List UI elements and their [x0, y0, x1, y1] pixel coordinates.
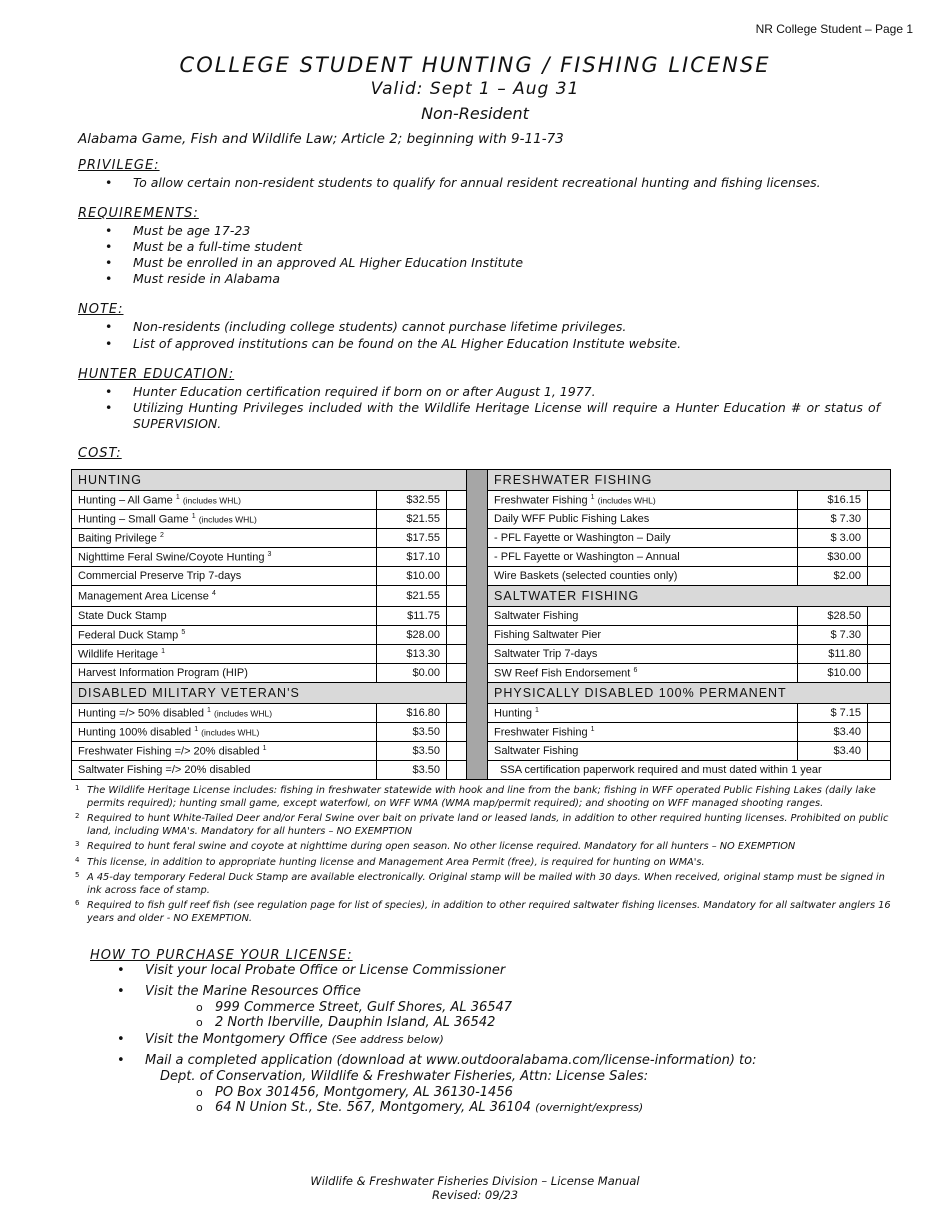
footnote-ref: 1: [590, 493, 595, 501]
empty-cell: [868, 723, 891, 742]
empty-cell: [447, 567, 467, 586]
license-price: $17.55: [377, 529, 447, 548]
license-note: (includes WHL): [201, 727, 260, 738]
footnote-ref: 1: [161, 647, 166, 655]
empty-cell: [447, 664, 467, 683]
footnote: [75, 900, 895, 925]
license-price: $ 7.15: [798, 704, 868, 723]
residency: Non-Resident: [421, 104, 529, 123]
purchase-section: [90, 948, 756, 1115]
license-label: Hunting =/> 50% disabled: [78, 707, 204, 720]
license-price: $21.55: [377, 586, 447, 607]
footnote-text: Required to hunt White-Tailed Deer and/or Feral Swine over bait on private land or leased lands, in addition to other required hunting licenses. Prohibited on public land, including WMA's. Mandatory for all hunters – NO EXEMPTION: [87, 813, 889, 837]
footer-line: Revised: 09/23: [431, 1188, 519, 1202]
footnote-ref: 1: [194, 725, 199, 733]
footnote: [75, 813, 895, 838]
license-name: [488, 529, 798, 548]
saltwater-header: SALTWATER FISHING: [488, 586, 891, 607]
license-label: Baiting Privilege: [78, 532, 157, 545]
empty-cell: [868, 742, 891, 761]
license-price: $3.50: [377, 742, 447, 761]
license-price: $ 7.30: [798, 626, 868, 645]
requirements-heading: REQUIREMENTS:: [78, 206, 199, 221]
license-note: (includes WHL): [198, 514, 257, 525]
footnote-ref: 2: [159, 531, 164, 539]
empty-cell: [447, 548, 467, 567]
footnote-ref: 5: [181, 628, 186, 636]
license-name: [488, 723, 798, 742]
footnote-text: Required to hunt feral swine and coyote at nighttime during open season. No other license required. Mandatory for all hunters – NO EXEMPTION: [87, 841, 796, 852]
license-label: Daily WFF Public Fishing Lakes: [494, 513, 650, 525]
page-label: NR College Student – Page 1: [755, 22, 913, 36]
license-label: Harvest Information Program (HIP): [78, 667, 248, 679]
column-separator: [467, 470, 488, 780]
purchase-option: • Visit the Marine Resources Office: [90, 984, 756, 1000]
license-price: $10.00: [798, 664, 868, 683]
license-label: Wire Baskets (selected counties only): [494, 570, 678, 582]
empty-cell: [447, 510, 467, 529]
license-price: $3.50: [377, 723, 447, 742]
privilege-section: [78, 158, 821, 191]
license-label: Freshwater Fishing: [494, 494, 588, 507]
valid-dates: Valid: Sept 1 – Aug 31: [370, 79, 580, 99]
footer: [0, 1174, 950, 1202]
physically-disabled-header: PHYSICALLY DISABLED 100% PERMANENT: [488, 683, 891, 704]
footnote: [75, 841, 895, 854]
license-price: $10.00: [377, 567, 447, 586]
address-item: o 2 North Iberville, Dauphin Island, AL 36542: [90, 1015, 756, 1030]
license-name: [72, 723, 377, 742]
footnote-number: 3: [75, 840, 80, 848]
list-item: • To allow certain non-resident students to qualify for annual resident recreational hunting and fishing licenses.: [133, 175, 821, 191]
license-price: $11.75: [377, 607, 447, 626]
license-name: [72, 529, 377, 548]
empty-cell: [868, 645, 891, 664]
license-name: [488, 626, 798, 645]
footnote: [75, 785, 895, 810]
empty-cell: [868, 567, 891, 586]
empty-cell: [447, 723, 467, 742]
purchase-heading: HOW TO PURCHASE YOUR LICENSE:: [90, 948, 353, 963]
license-price: $13.30: [377, 645, 447, 664]
empty-cell: [868, 548, 891, 567]
note-section: [78, 302, 681, 352]
purchase-option: [90, 1032, 756, 1048]
license-name: [72, 664, 377, 683]
license-label: Hunting: [494, 707, 532, 720]
license-label: Saltwater Fishing: [494, 745, 579, 757]
list-item: • Must reside in Alabama: [133, 271, 523, 287]
footnote-ref: 1: [590, 725, 595, 733]
license-name: [488, 548, 798, 567]
license-label: Fishing Saltwater Pier: [494, 629, 602, 641]
mail-address-line: Dept. of Conservation, Wildlife & Freshwater Fisheries, Attn: License Sales:: [160, 1069, 649, 1084]
cost-table: [71, 469, 891, 780]
footnote-number: 5: [75, 871, 80, 879]
license-name: [488, 607, 798, 626]
empty-cell: [447, 761, 467, 780]
license-price: $3.50: [377, 761, 447, 780]
empty-cell: [868, 626, 891, 645]
license-label: - PFL Fayette or Washington – Daily: [494, 532, 671, 544]
license-price: $ 3.00: [798, 529, 868, 548]
footnote: [75, 857, 895, 870]
license-name: [488, 742, 798, 761]
hunter-education-section: [78, 367, 880, 432]
footnote-ref: 1: [175, 493, 180, 501]
license-label: Wildlife Heritage: [78, 648, 159, 661]
license-price: $32.55: [377, 491, 447, 510]
license-name: [72, 607, 377, 626]
license-name: [72, 567, 377, 586]
footnote-ref: 1: [535, 706, 539, 714]
footnote-text: This license, in addition to appropriate hunting license and Management Area Permit (free), is required for hunting on WMA's.: [87, 856, 705, 868]
law-reference: Alabama Game, Fish and Wildlife Law; Article 2; beginning with 9-11-73: [78, 131, 564, 147]
license-name: [72, 548, 377, 567]
empty-cell: [447, 586, 467, 607]
requirements-section: [78, 206, 523, 287]
footnote-ref: 6: [633, 666, 638, 674]
license-price: $16.80: [377, 704, 447, 723]
license-label: Hunting – Small Game: [78, 513, 189, 526]
license-name: [488, 664, 798, 683]
footnote-number: 4: [75, 855, 80, 864]
license-name: [72, 645, 377, 664]
license-note: (includes WHL): [597, 495, 656, 506]
hunter-education-heading: HUNTER EDUCATION:: [78, 367, 235, 382]
purchase-option: • Visit your local Probate Office or License Commissioner: [90, 963, 756, 979]
empty-cell: [447, 704, 467, 723]
license-price: $28.00: [377, 626, 447, 645]
address-item: o PO Box 301456, Montgomery, AL 36130-1456: [90, 1085, 756, 1100]
license-label: Saltwater Trip 7-days: [494, 648, 598, 660]
empty-cell: [447, 491, 467, 510]
license-label: Federal Duck Stamp: [78, 629, 179, 642]
list-item: • Must be age 17-23: [133, 223, 523, 239]
license-price: $ 7.30: [798, 510, 868, 529]
empty-cell: [868, 704, 891, 723]
footnote-text: A 45-day temporary Federal Duck Stamp are available electronically. Original stamp will be mailed with 30 days. When received, original stamp must be signed in ink across face of stamp.: [87, 872, 885, 896]
license-label: Freshwater Fishing =/> 20% disabled: [78, 745, 260, 758]
list-item: • Utilizing Hunting Privileges included with the Wildlife Heritage License will require a Hunter Education # or status of SUPERVISION.: [133, 400, 880, 432]
hunting-header: HUNTING: [72, 470, 467, 491]
footnotes: [75, 785, 895, 928]
license-label: Hunting – All Game: [78, 494, 173, 507]
license-price: $28.50: [798, 607, 868, 626]
license-label: - PFL Fayette or Washington – Annual: [494, 551, 680, 563]
empty-cell: [447, 742, 467, 761]
empty-cell: [868, 510, 891, 529]
license-label: Management Area License: [78, 590, 209, 603]
license-price: $30.00: [798, 548, 868, 567]
empty-cell: [447, 607, 467, 626]
license-name: [488, 491, 798, 510]
license-name: [488, 645, 798, 664]
note-heading: NOTE:: [78, 302, 124, 317]
address-item: o 999 Commerce Street, Gulf Shores, AL 36547: [90, 1000, 756, 1015]
license-name: [72, 742, 377, 761]
cost-heading: COST:: [78, 446, 122, 461]
footnote-ref: 4: [211, 589, 216, 597]
license-name: [488, 567, 798, 586]
license-price: $17.10: [377, 548, 447, 567]
footnote-number: 6: [75, 899, 80, 907]
license-name: [488, 510, 798, 529]
purchase-option-text: Visit the Montgomery Office: [145, 1032, 328, 1047]
license-name: [72, 626, 377, 645]
ssa-note: SSA certification paperwork required and must dated within 1 year: [488, 761, 891, 780]
list-item: • Non-residents (including college students) cannot purchase lifetime privileges.: [133, 319, 681, 335]
license-price: $0.00: [377, 664, 447, 683]
disabled-military-header: DISABLED MILITARY VETERAN'S: [72, 683, 467, 704]
license-price: $21.55: [377, 510, 447, 529]
footer-line: Wildlife & Freshwater Fisheries Division – License Manual: [310, 1174, 640, 1188]
footnote-ref: 1: [262, 744, 267, 752]
freshwater-header: FRESHWATER FISHING: [488, 470, 891, 491]
license-price: $2.00: [798, 567, 868, 586]
page-title: COLLEGE STUDENT HUNTING / FISHING LICENSE: [179, 53, 771, 77]
license-label: Freshwater Fishing: [494, 726, 588, 739]
license-label: Hunting 100% disabled: [78, 726, 192, 739]
title-block: [0, 52, 950, 125]
license-label: Saltwater Fishing =/> 20% disabled: [78, 764, 251, 776]
empty-cell: [868, 607, 891, 626]
license-name: [488, 704, 798, 723]
license-price: $3.40: [798, 723, 868, 742]
license-name: [72, 704, 377, 723]
license-note: (includes WHL): [214, 708, 273, 719]
license-price: $3.40: [798, 742, 868, 761]
footnote-number: 2: [75, 812, 80, 820]
address-item: [90, 1100, 756, 1115]
table-row: [72, 470, 891, 491]
purchase-option: • Mail a completed application (download at www.outdooralabama.com/license-information) to:: [90, 1053, 756, 1069]
address-text: 64 N Union St., Ste. 567, Montgomery, AL 36104: [215, 1100, 531, 1115]
license-name: [72, 491, 377, 510]
empty-cell: [447, 645, 467, 664]
footnote-text: The Wildlife Heritage License includes: fishing in freshwater statewide with hook and line from the bank; fishing in WFF operated Public Fishing Lakes (daily lake permits required); hunting small game, except waterfowl, on WFF WMA (WMA map/permit required); and shooting on WFF managed shooting ranges.: [87, 785, 876, 809]
license-label: Nighttime Feral Swine/Coyote Hunting: [78, 551, 265, 564]
list-item: • Hunter Education certification required if born on or after August 1, 1977.: [133, 384, 880, 400]
empty-cell: [868, 529, 891, 548]
footnote-number: 1: [75, 784, 80, 792]
footnote: [75, 872, 895, 897]
empty-cell: [868, 664, 891, 683]
license-label: Saltwater Fishing: [494, 610, 579, 622]
license-label: State Duck Stamp: [78, 610, 167, 622]
purchase-option-note: (See address below): [331, 1033, 444, 1046]
list-item: • List of approved institutions can be found on the AL Higher Education Institute website.: [133, 336, 681, 352]
license-price: $16.15: [798, 491, 868, 510]
license-label: SW Reef Fish Endorsement: [494, 667, 631, 680]
empty-cell: [868, 491, 891, 510]
list-item: • Must be enrolled in an approved AL Higher Education Institute: [133, 255, 523, 271]
license-name: [72, 761, 377, 780]
empty-cell: [447, 626, 467, 645]
list-item: • Must be a full-time student: [133, 239, 523, 255]
empty-cell: [447, 529, 467, 548]
footnote-ref: 1: [191, 512, 196, 520]
license-label: Commercial Preserve Trip 7-days: [78, 570, 242, 582]
license-name: [72, 510, 377, 529]
license-note: (includes WHL): [182, 495, 241, 506]
license-price: $11.80: [798, 645, 868, 664]
address-note: (overnight/express): [535, 1101, 644, 1114]
privilege-heading: PRIVILEGE:: [78, 158, 160, 173]
footnote-ref: 3: [267, 550, 272, 558]
footnote-text: Required to fish gulf reef fish (see regulation page for list of species), in addition to other required saltwater fishing licenses. Mandatory for all saltwater anglers 16 years and older - NO EXEMPTION.: [87, 900, 891, 924]
footnote-ref: 1: [207, 706, 211, 714]
license-name: [72, 586, 377, 607]
